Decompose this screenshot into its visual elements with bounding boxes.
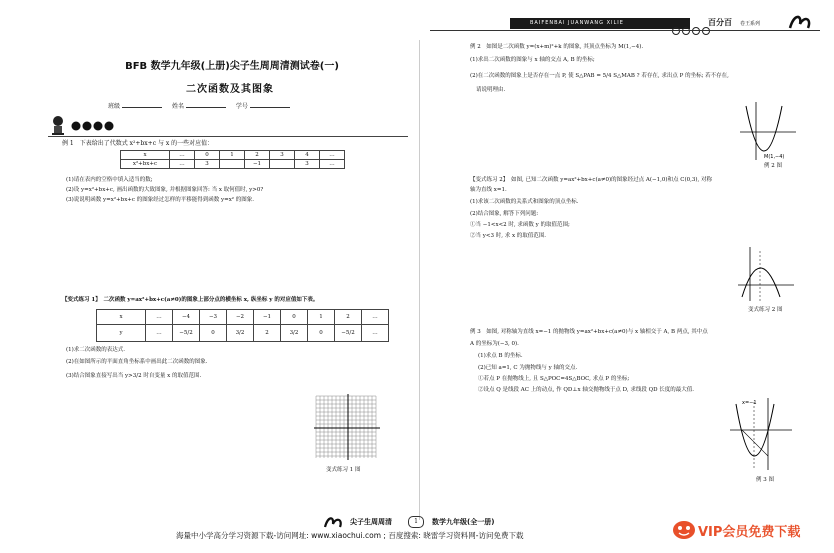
table-cell: … — [146, 325, 173, 342]
fig-caption: 变式练习 2 图 — [748, 307, 783, 313]
vip-mascot-icon — [672, 518, 696, 540]
name-field[interactable] — [186, 101, 226, 108]
ex3-q2a: ①若点 P 在抛物线上, 且 S△POC=4S△BOC, 求点 P 的坐标; — [478, 376, 630, 382]
class-label: 班级 — [108, 103, 121, 110]
ex-v2-figure — [736, 245, 796, 303]
table-cell: −3 — [200, 310, 227, 325]
table-cell: … — [362, 310, 389, 325]
class-field[interactable] — [122, 101, 162, 108]
table-cell[interactable] — [220, 160, 245, 169]
ex-v1-q1: (1)求二次函数的表达式. — [66, 347, 126, 353]
table-cell: x²+bx+c — [121, 160, 170, 169]
table-cell: −1 — [254, 310, 281, 325]
grid-figure — [312, 392, 382, 462]
page-number: 1 — [408, 516, 424, 528]
ex2-figure — [738, 100, 798, 162]
fig-caption: 例 2 图 — [764, 163, 782, 169]
table-cell: 3 — [295, 160, 320, 169]
fig-caption: 例 3 图 — [756, 477, 774, 483]
id-field[interactable] — [250, 101, 290, 108]
id-label: 学号 — [235, 103, 248, 110]
footer-grade: 数学九年级(全一册) — [432, 518, 495, 526]
table-cell: 1 — [308, 310, 335, 325]
table-cell: −1 — [245, 160, 270, 169]
axis-label: x=−1 — [742, 400, 757, 406]
brand-logo: 百分百 — [708, 18, 732, 27]
table-cell: −4 — [173, 310, 200, 325]
ex3-q1: (1)求点 B 的坐标. — [478, 353, 523, 359]
ex2-q2: (2)在二次函数的图象上是否存在一点 P, 使 S△PAB = 5/4 S△MAB ? 若存在, 求出点 P 的坐标; 若不存在, — [470, 73, 729, 79]
ex-v1-table — [96, 309, 389, 342]
table-cell[interactable] — [270, 160, 295, 169]
ex-v2-heading: 【变式练习 2】 如图, 已知二次函数 y=ax²+bx+c(a≠0)的图象经过点 A(−1,0)和点 C(0,3), 对称 — [470, 177, 713, 183]
ex1-q1: (1)请在表内的空格中填入适当的数; — [66, 177, 153, 183]
brand-swirl-icon — [786, 12, 816, 32]
ex-v1-q2: (2)在如图所示的平面直角坐标系中画出此二次函数的图象. — [66, 359, 208, 365]
header-rule — [430, 30, 820, 31]
ex3-q2b: ②设点 Q 是线段 AC 上的动点, 作 QD⊥x 轴交抛物线于点 D, 求线段 QD 长度的最大值. — [478, 387, 694, 393]
page-title: BFB 数学九年级(上册)尖子生周周清测试卷(一) — [125, 61, 339, 72]
table-cell: … — [170, 160, 195, 169]
table-cell: 2 — [335, 310, 362, 325]
table-cell: 0 — [200, 325, 227, 342]
table-row — [121, 160, 345, 169]
footer-download-note: 海量中小学高分学习资源下载-访问网址: www.xiaochui.com ; 百度搜索: 晓雷学习资料网-访问免费下载 — [176, 531, 524, 540]
student-info — [108, 101, 298, 110]
table-row — [121, 151, 345, 160]
brand-series: 卷王系列 — [740, 21, 761, 27]
footer-logo-icon — [322, 514, 348, 530]
ex-v1-q3: (3)结合图象直接写出当 y>3/2 时自变量 x 的取值范围. — [66, 373, 202, 379]
ex-v2-heading2: 轴为直线 x=1. — [470, 187, 507, 193]
ex2-heading: 例 2 如图是二次函数 y=(x+m)²+k 的图象, 其顶点坐标为 M(1,−4). — [470, 44, 644, 50]
table-cell: −5/2 — [335, 325, 362, 342]
ex-v2-q1: (1)求该二次函数的关系式和图象的顶点坐标. — [470, 199, 579, 205]
ex-v2-q2: (2)结合图象, 解答下列问题: — [470, 211, 539, 217]
table-cell: 0 — [281, 310, 308, 325]
ex-v2-q2a: ①当 −1<x<2 时, 求函数 y 的取值范围; — [470, 222, 570, 228]
page-subtitle: 二次函数及其图象 — [186, 84, 274, 95]
table-cell: … — [320, 160, 345, 169]
ex2-q1: (1)求出二次函数的图象与 x 轴的交点 A, B 的坐标; — [470, 57, 595, 63]
table-row — [97, 325, 389, 342]
table-cell: 2 — [254, 325, 281, 342]
table-cell: 1 — [220, 151, 245, 160]
ex-v1-heading: 【变式练习 1】 二次函数 y=ax²+bx+c(a≠0)的图象上部分点的横坐标 x, 纵坐标 y 的对应值如下表。 — [62, 297, 319, 303]
section-rule — [48, 136, 408, 137]
fig-caption: 变式练习 1 图 — [326, 467, 361, 473]
table-cell: −5/2 — [173, 325, 200, 342]
table-cell: −2 — [227, 310, 254, 325]
table-cell: 0 — [308, 325, 335, 342]
table-cell: 0 — [195, 151, 220, 160]
table-row — [97, 310, 389, 325]
ex3-figure — [728, 396, 794, 472]
table-cell: 3 — [270, 151, 295, 160]
table-cell: x — [97, 310, 146, 325]
table-cell: 2 — [245, 151, 270, 160]
page-divider — [419, 40, 420, 520]
table-cell: 3 — [195, 160, 220, 169]
ex1-heading: 例 1 下表给出了代数式 x²+bx+c 与 x 的一些对应值： — [62, 140, 214, 147]
table-cell: 3/2 — [281, 325, 308, 342]
ex3-q2: (2)已知 a=1, C 为抛物线与 y 轴的交点. — [478, 365, 578, 371]
table-cell: … — [320, 151, 345, 160]
ex-v2-q2b: ②当 y<3 时, 求 x 的取值范围. — [470, 233, 547, 239]
vertex-label: M(1,−4) — [764, 154, 785, 160]
ex3-heading: 例 3 如图, 对称轴为直线 x=−1 的抛物线 y=ax²+bx+c(a≠0)与 x 轴相交于 A, B 两点, 其中点 — [470, 329, 708, 335]
mascot-icon — [48, 114, 118, 138]
series-band: BAIFENBAI JUANWANG XILIE — [510, 18, 690, 29]
ex2-q2b: 请说明理由. — [476, 87, 506, 93]
table-cell: … — [146, 310, 173, 325]
table-cell: y — [97, 325, 146, 342]
ex1-q3: (3)说说明函数 y=x²+bx+c 的图象经过怎样的平移能得到函数 y=x² 的图象. — [66, 197, 254, 203]
table-cell: 3/2 — [227, 325, 254, 342]
name-label: 姓名 — [171, 103, 184, 110]
table-cell: x — [121, 151, 170, 160]
table-cell: … — [362, 325, 389, 342]
ex3-heading2: A 的坐标为(−3, 0). — [470, 341, 519, 347]
ex1-table — [120, 150, 345, 169]
table-cell: … — [170, 151, 195, 160]
footer-brand: 尖子生周周清 — [350, 518, 392, 526]
table-cell: 4 — [295, 151, 320, 160]
vip-download-link[interactable]: VIP会员免费下载 — [698, 525, 801, 540]
ex1-q2: (2)设 y=x²+bx+c, 画出函数的大致图象, 并根据图象回答: 当 x 取何值时, y>0? — [66, 187, 264, 193]
